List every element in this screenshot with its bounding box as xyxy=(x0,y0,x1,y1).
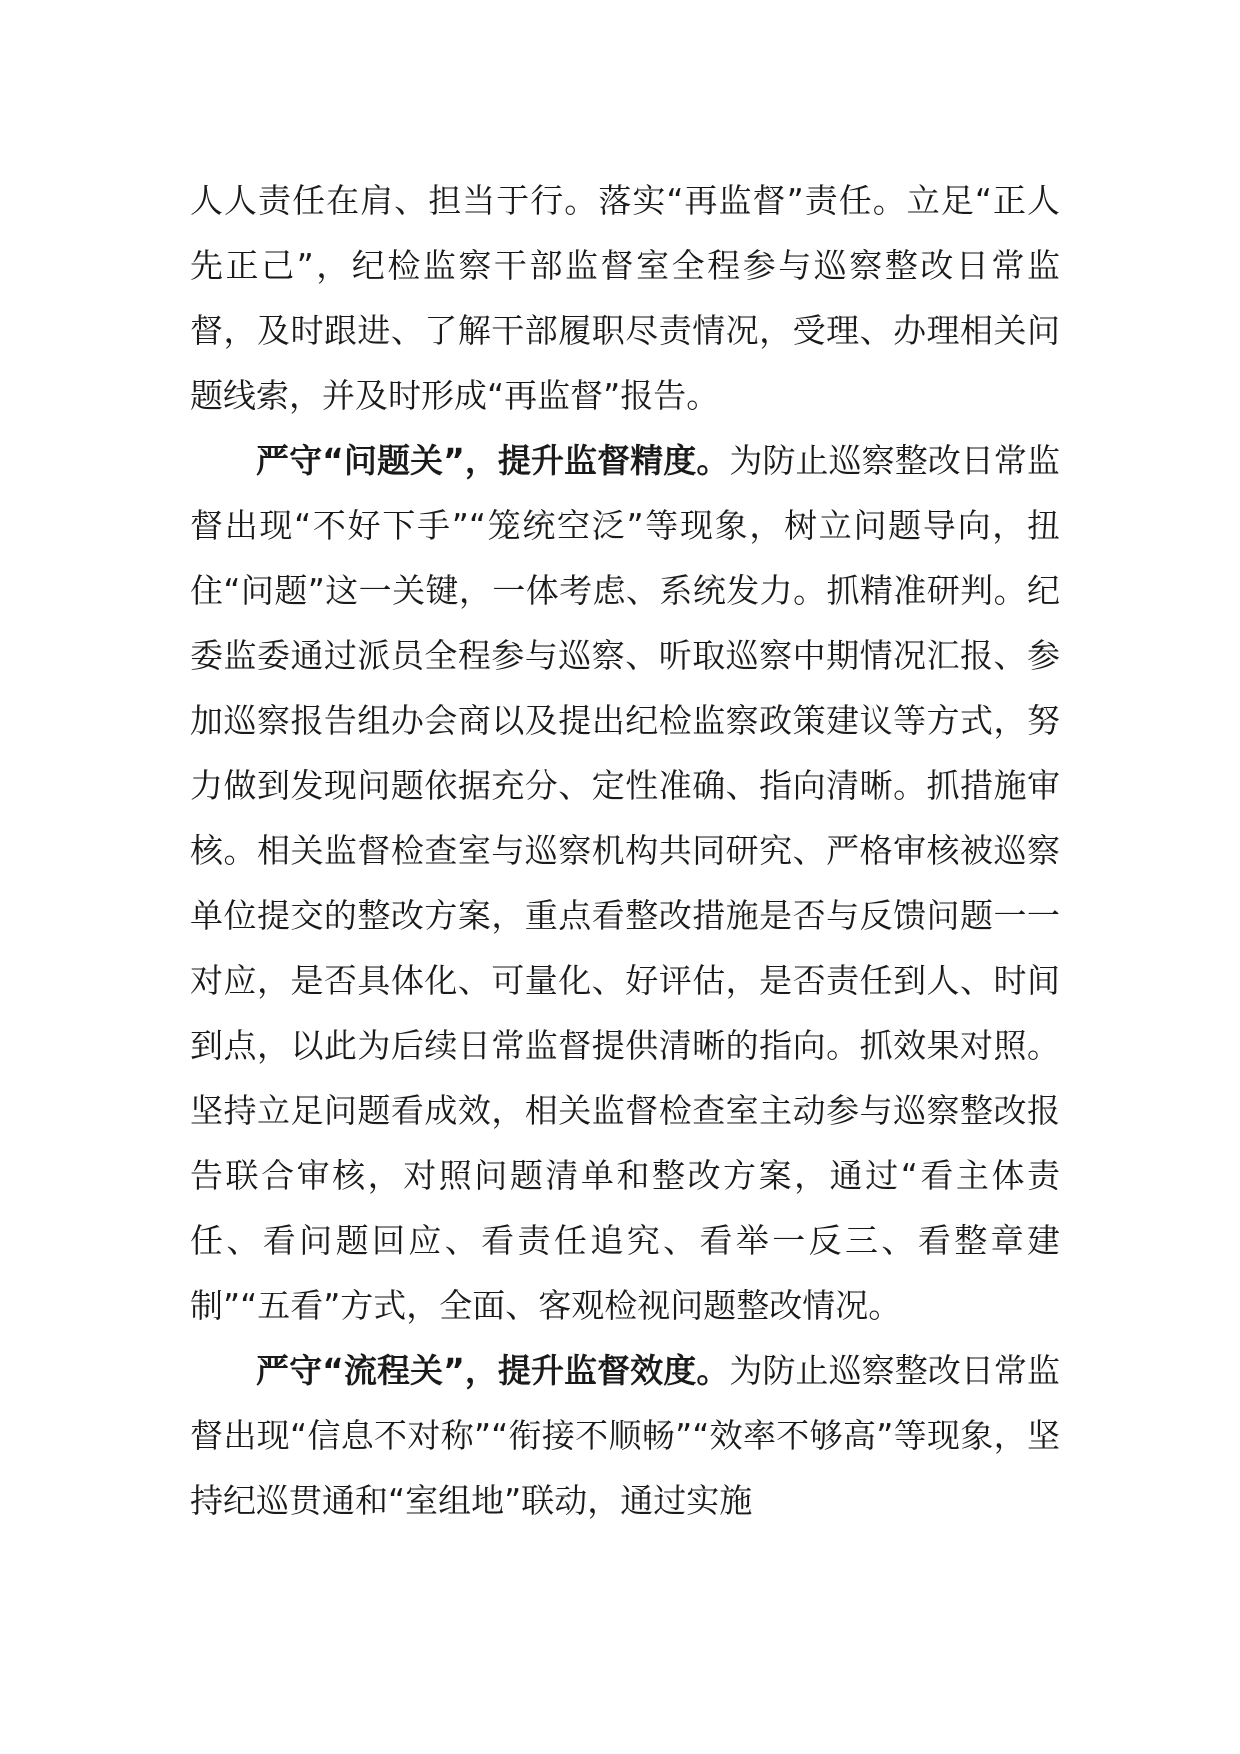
paragraph-2-heading: 严守“问题关”，提升监督精度。 xyxy=(256,441,730,480)
paragraph-process-check xyxy=(190,1338,1060,1533)
paragraph-1-body: 人人责任在肩、担当于行。落实“再监督”责任。立足“正人先正己”，纪检监察干部监督室全程参与巡察整改日常监督，及时跟进、了解干部履职尽责情况，受理、办理相关问题线索，并及时形成“再监督”报告。 xyxy=(190,181,1060,415)
paragraph-continuation xyxy=(190,168,1060,428)
paragraph-2-body: 为防止巡察整改日常监督出现“不好下手”“笼统空泛”等现象，树立问题导向，扭住“问题”这一关键，一体考虑、系统发力。抓精准研判。纪委监委通过派员全程参与巡察、听取巡察中期情况汇报、参加巡察报告组办会商以及提出纪检监察政策建议等方式，努力做到发现问题依据充分、定性准确、指向清晰。抓措施审核。相关监督检查室与巡察机构共同研究、严格审核被巡察单位提交的整改方案，重点看整改措施是否与反馈问题一一对应，是否具体化、可量化、好评估，是否责任到人、时间到点，以此为后续日常监督提供清晰的指向。抓效果对照。坚持立足问题看成效，相关监督检查室主动参与巡察整改报告联合审核，对照问题清单和整改方案，通过“看主体责任、看问题回应、看责任追究、看举一反三、看整章建制”“五看”方式，全面、客观检视问题整改情况。 xyxy=(190,441,1060,1325)
paragraph-3-body: 为防止巡察整改日常监督出现“信息不对称”“衔接不顺畅”“效率不够高”等现象，坚持纪巡贯通和“室组地”联动，通过实施 xyxy=(190,1351,1060,1520)
paragraph-3-heading: 严守“流程关”，提升监督效度。 xyxy=(256,1351,730,1390)
document-body xyxy=(190,168,1060,1533)
paragraph-problem-check xyxy=(190,428,1060,1338)
